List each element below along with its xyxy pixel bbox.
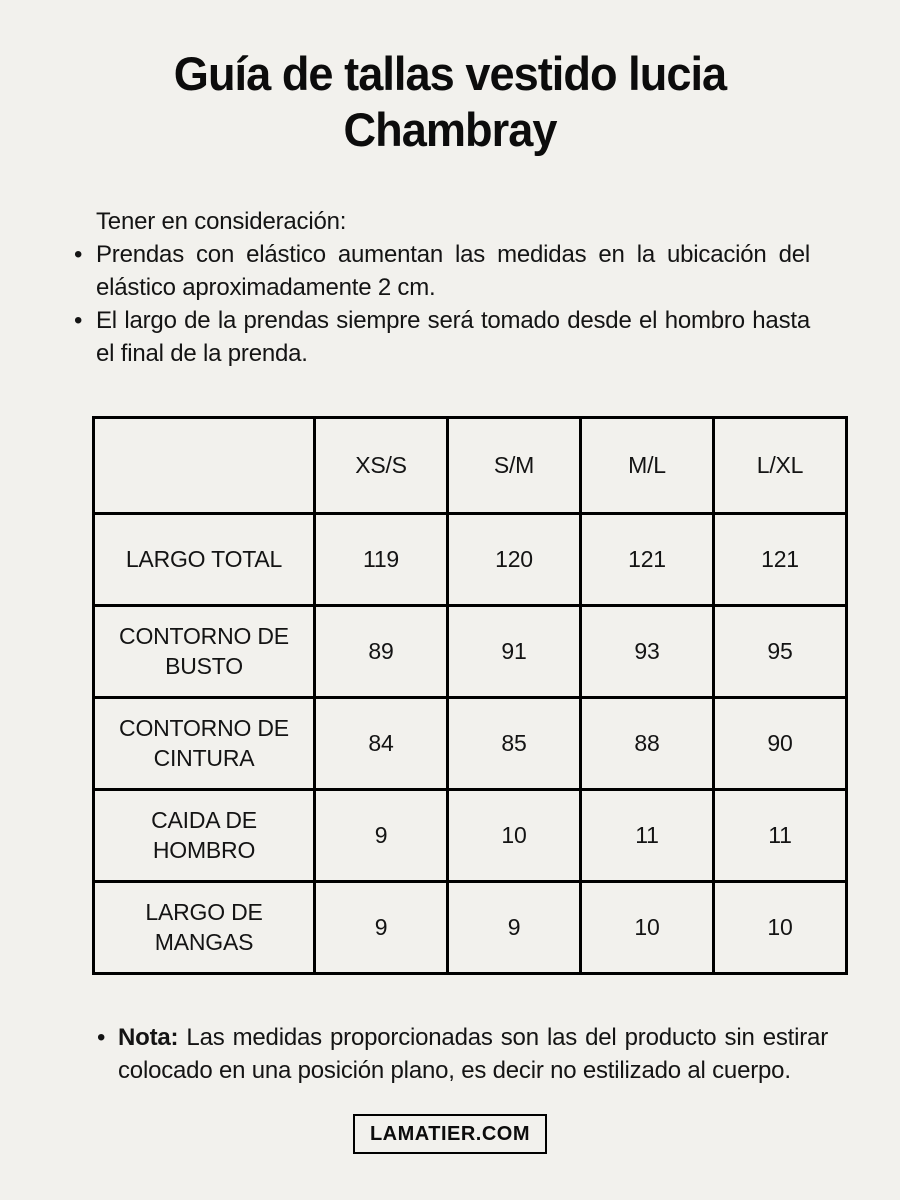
row-label-cell: CONTORNO DE CINTURA	[94, 698, 315, 790]
table-row-contorno-busto	[94, 606, 847, 698]
table-row-contorno-cintura	[94, 698, 847, 790]
considerations-section	[72, 205, 810, 371]
value-cell: 9	[315, 790, 448, 882]
value-cell: 11	[714, 790, 847, 882]
table-row-caida-hombro	[94, 790, 847, 882]
table-header-cell-xss: XS/S	[315, 418, 448, 514]
value-cell: 90	[714, 698, 847, 790]
row-label-cell: LARGO DE MANGAS	[94, 882, 315, 974]
value-cell: 89	[315, 606, 448, 698]
row-label-cell: LARGO TOTAL	[94, 514, 315, 606]
considerations-heading: Tener en consideración:	[96, 207, 347, 235]
row-label-cell: CONTORNO DE BUSTO	[94, 606, 315, 698]
table-row-largo-mangas	[94, 882, 847, 974]
value-cell: 121	[714, 514, 847, 606]
note-section	[95, 1021, 828, 1087]
table-header-cell-empty	[94, 418, 315, 514]
value-cell: 119	[315, 514, 448, 606]
page-title-line-1: Guía de tallas vestido lucia	[173, 47, 727, 100]
value-cell: 95	[714, 606, 847, 698]
value-cell: 9	[315, 882, 448, 974]
bullet-item: • Prendas con elástico aumentan las medidas en la ubicación del elástico aproximadamente 2 cm.	[72, 238, 810, 304]
table-row-largo-total	[94, 514, 847, 606]
value-cell: 121	[581, 514, 714, 606]
value-cell: 10	[714, 882, 847, 974]
note-text: Las medidas proporcionadas son las del producto sin estirar colocado en una posición plano, es decir no estilizado al cuerpo.	[118, 1024, 828, 1085]
value-cell: 9	[448, 882, 581, 974]
table-header-cell-sm: S/M	[448, 418, 581, 514]
brand-box: LAMATIER.COM	[353, 1114, 547, 1154]
table-header-cell-lxl: L/XL	[714, 418, 847, 514]
note-label: Nota:	[118, 1024, 179, 1052]
value-cell: 93	[581, 606, 714, 698]
value-cell: 88	[581, 698, 714, 790]
value-cell: 85	[448, 698, 581, 790]
value-cell: 84	[315, 698, 448, 790]
value-cell: 11	[581, 790, 714, 882]
value-cell: 10	[581, 882, 714, 974]
note-list	[95, 1021, 828, 1087]
value-cell: 91	[448, 606, 581, 698]
considerations-list	[72, 238, 810, 370]
value-cell: 120	[448, 514, 581, 606]
page-title-line-2: Chambray	[343, 103, 557, 157]
size-guide-page	[0, 46, 900, 1200]
table-header-cell-ml: M/L	[581, 418, 714, 514]
note-item	[95, 1021, 828, 1087]
bullet-item: • El largo de la prendas siempre será tomado desde el hombro hasta el final de la prenda.	[72, 304, 810, 370]
size-table	[92, 416, 848, 975]
table-header-row	[94, 418, 847, 514]
footer	[0, 1114, 900, 1154]
row-label-cell: CAIDA DE HOMBRO	[94, 790, 315, 882]
page-title	[18, 46, 882, 159]
value-cell: 10	[448, 790, 581, 882]
